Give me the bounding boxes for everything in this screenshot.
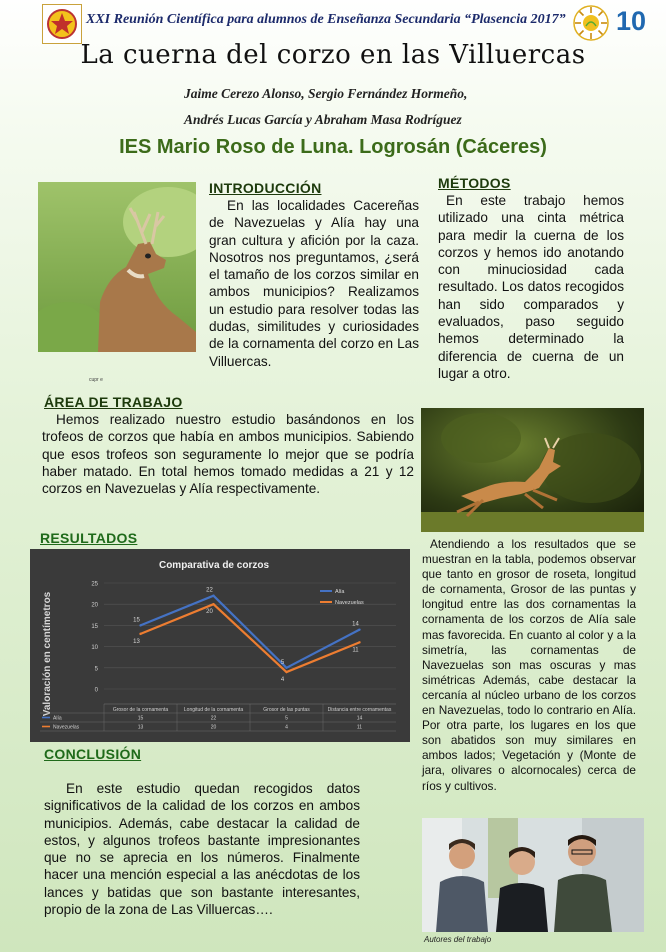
school-name: IES Mario Roso de Luna. Logrosán (Cáceres) bbox=[119, 136, 547, 158]
category-label: Distancia entre cornamentas bbox=[327, 707, 392, 713]
chart-ylabel: Valoración en centímetros bbox=[42, 591, 53, 717]
table-cell: 5 bbox=[285, 715, 288, 722]
data-point bbox=[212, 595, 214, 597]
category-label: Grosor de las puntas bbox=[263, 707, 310, 713]
category-label: Longitud de la cornamenta bbox=[183, 707, 244, 713]
series-line-navezuelas bbox=[141, 604, 360, 672]
results-heading: RESULTADOS bbox=[40, 530, 138, 546]
data-point bbox=[139, 624, 141, 626]
page-number: 10 bbox=[616, 6, 647, 36]
y-tick-label: 0 bbox=[94, 687, 98, 694]
y-tick-label: 5 bbox=[94, 666, 98, 673]
y-tick-label: 10 bbox=[91, 645, 98, 652]
intro-heading: INTRODUCCIÓN bbox=[209, 180, 322, 196]
data-label: 5 bbox=[280, 659, 285, 666]
methods-text: En este trabajo hemos utilizado una cinta métrica para medir la cuerna de los corzos y hemos ido anotando con minuciosidad cada resultado. Los datos recogidos han sido comparados y evaluados, paso seguido hemos determinado la diferencia de cuerna de un lugar a otro. bbox=[438, 193, 624, 381]
legend-label: Navezuelas bbox=[335, 600, 364, 606]
authors-line-2: Andrés Lucas García y Abraham Masa Rodríguez bbox=[184, 112, 462, 127]
intro-text: En las localidades Cacereñas de Navezuelas y Alía hay una gran cultura y afición por la caza. Nosotros nos preguntamos, ¿será el tamaño de los corzos similar en ambos municipios? Realizamos un estudio para resolver todas las dudas, similitudes y curiosidades de la cornamenta del corzo en Las Villuercas. bbox=[209, 198, 419, 369]
poster-title: La cuerna del corzo en las Villuercas bbox=[80, 40, 586, 70]
data-point bbox=[212, 603, 214, 605]
y-tick-label: 15 bbox=[91, 623, 98, 630]
series-line-alia bbox=[141, 596, 360, 668]
table-series-name: Navezuelas bbox=[53, 724, 80, 731]
data-point bbox=[358, 628, 360, 630]
authors-photo bbox=[422, 818, 644, 932]
data-label: 11 bbox=[352, 647, 359, 654]
conclusion-heading: CONCLUSIÓN bbox=[44, 746, 142, 762]
running-deer-photo bbox=[421, 408, 644, 532]
table-cell: 15 bbox=[137, 715, 144, 722]
chart-title: Comparativa de corzos bbox=[158, 560, 270, 571]
data-label: 4 bbox=[280, 677, 285, 684]
data-label: 13 bbox=[133, 638, 140, 645]
data-point bbox=[358, 641, 360, 643]
work-area-text: Hemos realizado nuestro estudio basándonos en los trofeos de corzos que había en ambos municipios. Sabiendo que esos trofeos son seguramente lo mejor que se podría haber matado. En total hemos tomado medidas a 21 y 12 corzos en Navezuelas y Alía respectivamente. bbox=[42, 412, 414, 497]
roe-deer-photo bbox=[38, 182, 196, 352]
table-cell: 20 bbox=[210, 724, 217, 731]
table-series-name: Alía bbox=[53, 715, 62, 722]
table-cell: 13 bbox=[137, 724, 144, 731]
table-cell: 14 bbox=[356, 715, 363, 722]
table-cell: 22 bbox=[210, 715, 217, 722]
conference-title: XXI Reunión Científica para alumnos de Enseñanza Secundaria “Plasencia 2017” bbox=[86, 12, 566, 27]
table-cell: 4 bbox=[285, 724, 288, 731]
category-label: Grosor de la cornamenta bbox=[112, 707, 169, 713]
results-text: Atendiendo a los resultados que se muestran en la tabla, podemos observar que tanto en grosor de roseta, longitud de cornamenta, Grosor de las puntas y longitud entre las dos cornamentas la cornamenta de los corzos de Alía sale mas favorecida. En cuanto al color y a la simetría, las cornamentas de Navezuelas son mas oscuras y mas simétricas Además, cabe destacar la cercanía al núcleo urbano de los corzos en Navezuelas, todo lo contrario en Alía. Por otra parte, los lugares en los que son abatidos son muy similares en ambos lados; Vegetación y (Monte de jara, olivares o alcornocales) cerca de ríos y cultivos. bbox=[422, 537, 636, 793]
methods-heading: MÉTODOS bbox=[438, 175, 511, 191]
data-point bbox=[285, 671, 287, 673]
y-tick-label: 25 bbox=[91, 581, 98, 588]
data-label: 14 bbox=[352, 621, 359, 628]
y-tick-label: 20 bbox=[91, 602, 98, 609]
authors-photo-caption: Autores del trabajo bbox=[424, 935, 492, 944]
data-point bbox=[285, 667, 287, 669]
data-label: 15 bbox=[133, 617, 140, 624]
data-label: 20 bbox=[206, 609, 213, 616]
photo-small-caption: cupr e bbox=[89, 377, 103, 383]
school-logo bbox=[572, 4, 610, 42]
work-area-heading: ÁREA DE TRABAJO bbox=[44, 394, 183, 410]
data-label: 22 bbox=[206, 587, 213, 594]
comparison-chart bbox=[30, 549, 410, 742]
conference-logo bbox=[42, 4, 82, 44]
table-cell: 11 bbox=[356, 724, 363, 731]
conclusion-text: En este estudio quedan recogidos datos significativos de la calidad de los corzos en ambos municipios. Además, cabe destacar la calidad de estos, y algunos trofeos bastante impresionantes que no se aprecia en los números. Finalmente hacer una mención especial a las anécdotas de los lances y batidas que son bastante interesantes, propio de la zona de Las Villuercas…. bbox=[44, 781, 360, 918]
authors-line-1: Jaime Cerezo Alonso, Sergio Fernández Hormeño, bbox=[184, 86, 468, 101]
legend-label: Alía bbox=[335, 589, 345, 595]
data-point bbox=[139, 633, 141, 635]
